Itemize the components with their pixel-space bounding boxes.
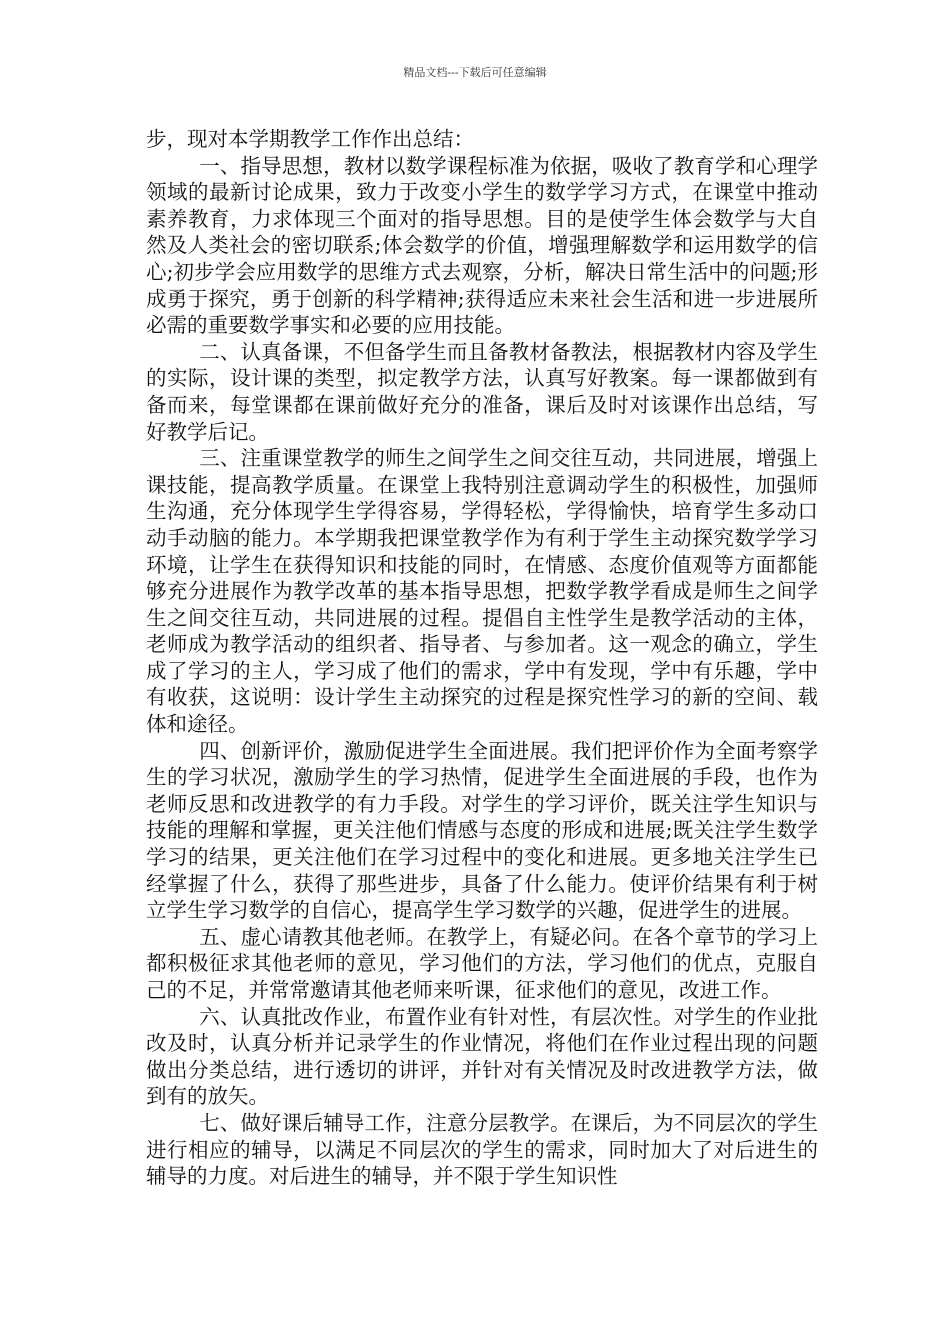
paragraph-consult-teachers: 五、虚心请教其他老师。在教学上，有疑必问。在各个章节的学习上都积极征求其他老师的意见，学习他们的方法，学习他们的优点，克服自己的不足，并常常邀请其他老师来听课，征求他们的意见，改进工作。 [146, 924, 818, 1002]
paragraph-lesson-prep: 二、认真备课，不但备学生而且备教材备教法，根据教材内容及学生的实际，设计课的类型，拟定教学方法，认真写好教案。每一课都做到有备而来，每堂课都在课前做好充分的准备，课后及时对该课作出总结，写好教学后记。 [146, 339, 818, 444]
page-header: 精品文档---下载后可任意编辑 [403, 66, 547, 79]
document-body [146, 126, 818, 1190]
paragraph-evaluation: 四、创新评价，激励促进学生全面进展。我们把评价作为全面考察学生的学习状况，激励学生的学习热情，促进学生全面进展的手段，也作为老师反思和改进教学的有力手段。对学生的学习评价，既关注学生知识与技能的理解和掌握，更关注他们情感与态度的形成和进展;既关注学生数学学习的结果，更关注他们在学习过程中的变化和进展。更多地关注学生已经掌握了什么，获得了那些进步，具备了什么能力。使评价结果有利于树立学生学习数学的自信心，提高学生学习数学的兴趣，促进学生的进展。 [146, 738, 818, 923]
paragraph-homework: 六、认真批改作业，布置作业有针对性，有层次性。对学生的作业批改及时，认真分析并记录学生的作业情况，将他们在作业过程出现的问题做出分类总结，进行透切的讲评，并针对有关情况及时改进教学方法，做到有的放矢。 [146, 1004, 818, 1109]
paragraph-classroom-teaching: 三、注重课堂教学的师生之间学生之间交往互动，共同进展，增强上课技能，提高教学质量。在课堂上我特别注意调动学生的积极性，加强师生沟通，充分体现学生学得容易，学得轻松，学得愉快，培育学生多动口动手动脑的能力。本学期我把课堂教学作为有利于学生主动探究数学学习环境，让学生在获得知识和技能的同时，在情感、态度价值观等方面都能够充分进展作为教学改革的基本指导思想，把数学教学看成是师生之间学生之间交往互动，共同进展的过程。提倡自主性学生是教学活动的主体，老师成为教学活动的组织者、指导者、与参加者。这一观念的确立，学生成了学习的主人，学习成了他们的需求，学中有发现，学中有乐趣，学中有收获，这说明：设计学生主动探究的过程是探究性学习的新的空间、载体和途径。 [146, 446, 818, 737]
paragraph-tutoring: 七、做好课后辅导工作，注意分层教学。在课后，为不同层次的学生进行相应的辅导，以满足不同层次的学生的需求，同时加大了对后进生的辅导的力度。对后进生的辅导，并不限于学生知识性 [146, 1110, 818, 1189]
paragraph-intro: 步，现对本学期教学工作作出总结： [146, 127, 474, 151]
paragraph-guiding-ideas: 一、指导思想，教材以数学课程标准为依据，吸收了教育学和心理学领域的最新讨论成果，致力于改变小学生的数学学习方式，在课堂中推动素养教育，力求体现三个面对的指导思想。目的是使学生体会数学与大自然及人类社会的密切联系;体会数学的价值，增强理解数学和运用数学的信心;初步学会应用数学的思维方式去观察，分析，解决日常生活中的问题;形成勇于探究，勇于创新的科学精神;获得适应未来社会生活和进一步进展所必需的重要数学事实和必要的应用技能。 [146, 153, 818, 338]
